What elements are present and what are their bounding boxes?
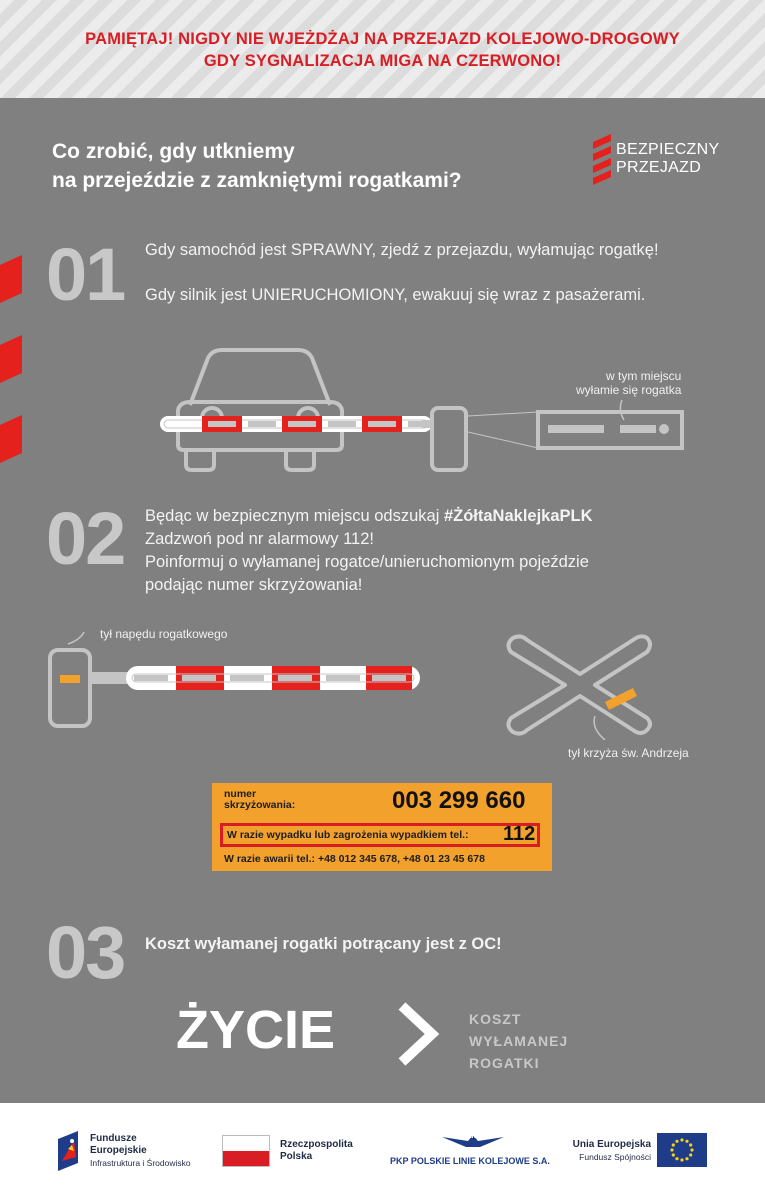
- plk-small-label: PLK: [464, 1134, 476, 1140]
- step-2-number: 02: [46, 497, 125, 580]
- cost-text: [469, 1008, 568, 1074]
- hashtag: #ŻółtaNaklejkaPLK: [443, 507, 593, 525]
- title-line-2: na przejeździe z zamkniętymi rogatkami?: [52, 169, 462, 192]
- cost-line-1: KOSZT: [469, 1011, 522, 1027]
- step-2-line-4: podając numer skrzyżowania!: [145, 576, 363, 594]
- fe-subtitle: Infrastruktura i Środowisko: [90, 1158, 191, 1168]
- fe-title: [90, 1133, 191, 1169]
- car-icon: [178, 350, 342, 470]
- fe-title-1: Fundusze: [90, 1133, 137, 1144]
- rp-text: [280, 1139, 353, 1163]
- polish-flag-icon: [222, 1135, 270, 1167]
- footer-logos: [0, 1103, 765, 1200]
- logo-text: [616, 141, 719, 177]
- step-1-text-2: Gdy silnik jest UNIERUCHOMIONY, ewakuuj się wraz z pasażerami.: [145, 286, 646, 304]
- logo-line-2: PRZEJAZD: [616, 159, 702, 176]
- car-barrier-illustration: [150, 340, 710, 480]
- fe-title-2: Europejskie: [90, 1145, 147, 1156]
- bezpieczny-przejazd-logo-icon: [591, 134, 613, 186]
- ue-line-2: Fundusz Spójności: [579, 1152, 651, 1162]
- ue-text: [565, 1139, 651, 1163]
- sticker-label-1: numer: [224, 788, 257, 800]
- cost-line-3: ROGATKI: [469, 1055, 540, 1071]
- step-2-line-3: Poinformuj o wyłamanej rogatce/unieruchomionym pojeździe: [145, 553, 589, 571]
- label-cross-back: tył krzyża św. Andrzeja: [568, 746, 689, 760]
- crossing-number: 003 299 660: [392, 787, 526, 814]
- top-warning-banner: [0, 0, 765, 98]
- step-2-line-2: Zadzwoń pod nr alarmowy 112!: [145, 530, 374, 548]
- yellow-sticker: [212, 783, 552, 871]
- step-2-line-1-prefix: Będąc w bezpiecznym miejscu odszukaj: [145, 507, 444, 525]
- title-line-1: Co zrobić, gdy utkniemy: [52, 140, 295, 163]
- step-3-number: 03: [46, 911, 125, 994]
- rp-line-2: Polska: [280, 1151, 313, 1162]
- andrew-cross-icon: [495, 630, 665, 740]
- greater-than-icon: [396, 1002, 440, 1066]
- rp-line-1: Rzeczpospolita: [280, 1139, 353, 1150]
- emergency-box: [220, 823, 540, 847]
- cost-line-2: WYŁAMANEJ: [469, 1033, 569, 1049]
- step-3-text: Koszt wyłamanej rogatki potrącany jest z OC!: [145, 935, 502, 953]
- ue-line-1: Unia Europejska: [572, 1139, 651, 1150]
- step-1-text-1: Gdy samochód jest SPRAWNY, zjedź z przejazdu, wyłamując rogatkę!: [145, 241, 659, 259]
- step-2-line-1: [145, 506, 593, 527]
- failure-text: W razie awarii tel.: +48 012 345 678, +48 01 23 45 678: [224, 853, 485, 865]
- warning-line-2: GDY SYGNALIZACJA MIGA NA CZERWONO!: [203, 52, 562, 70]
- drive-barrier-illustration: [40, 620, 430, 730]
- callout-line-1: w tym miejscu: [606, 369, 682, 383]
- eu-flag-icon: [657, 1133, 707, 1167]
- page-title: [52, 137, 462, 195]
- emergency-number: 112: [503, 823, 536, 845]
- sticker-label-2: skrzyżowania:: [224, 799, 296, 811]
- step-1-number: 01: [46, 233, 125, 316]
- emergency-text: W razie wypadku lub zagrożenia wypadkiem tel.:: [227, 829, 469, 841]
- callout-line-2: wyłamie się rogatka: [576, 383, 682, 397]
- fundusze-europejskie-logo-icon: [58, 1131, 86, 1171]
- left-red-stripes: [0, 255, 24, 470]
- plk-text: PKP POLSKIE LINIE KOLEJOWE S.A.: [390, 1156, 550, 1166]
- label-drive-back: tył napędu rogatkowego: [100, 627, 228, 641]
- life-word: ŻYCIE: [176, 1000, 336, 1060]
- logo-line-1: BEZPIECZNY: [616, 141, 720, 158]
- warning-line-1: PAMIĘTAJ! NIGDY NIE WJEŻDŻAJ NA PRZEJAZD KOLEJOWO-DROGOWY: [85, 30, 680, 48]
